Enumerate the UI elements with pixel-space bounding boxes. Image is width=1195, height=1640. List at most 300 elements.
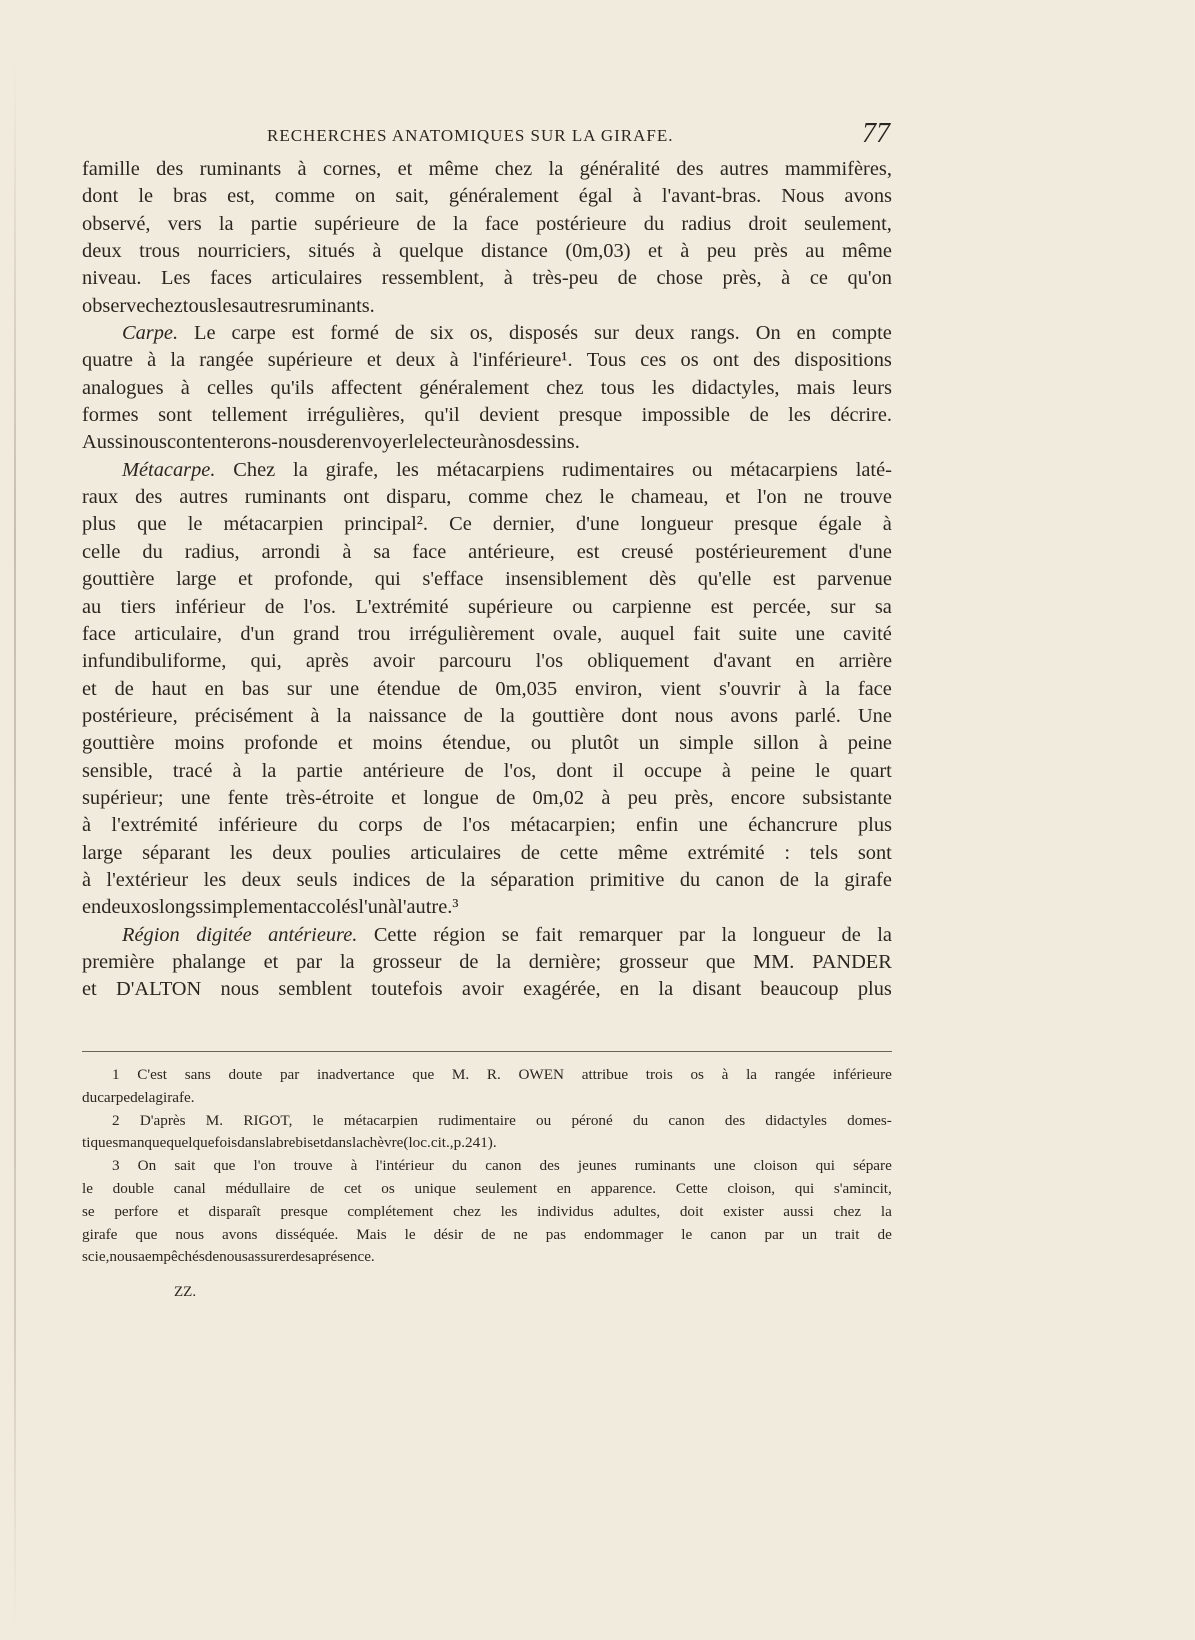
text-line: [82, 894, 892, 921]
word: de: [464, 759, 484, 782]
word: antérieure: [362, 759, 445, 782]
word: distance: [481, 240, 548, 263]
word: seuls: [296, 868, 338, 891]
word: l'avant-bras.: [661, 185, 762, 208]
word: tous: [600, 376, 635, 399]
word: que: [137, 513, 167, 536]
text-line: [82, 758, 892, 785]
word: chose: [656, 267, 703, 290]
word: et: [82, 978, 97, 1001]
word: haut: [151, 677, 187, 700]
word: deux: [395, 349, 436, 372]
footnote-line: [82, 1132, 892, 1155]
word: plus: [857, 978, 892, 1001]
word: phalange: [172, 950, 246, 973]
word: profonde,: [274, 568, 354, 591]
word: presque: [734, 513, 798, 536]
word: la: [218, 212, 234, 235]
word: tous: [182, 294, 217, 317]
word: simplement: [203, 896, 299, 919]
word: simple: [679, 732, 734, 755]
footnote-line: [82, 1064, 892, 1087]
word: chez: [145, 294, 183, 317]
word: que: [213, 1157, 236, 1175]
word: première: [82, 950, 155, 973]
word: pas: [545, 1225, 566, 1243]
word: perfore: [114, 1202, 159, 1220]
word: est: [291, 322, 315, 345]
word: en: [795, 650, 815, 673]
word: seulement: [475, 1179, 538, 1197]
word: vers: [167, 212, 202, 235]
word: enfin: [636, 814, 679, 837]
word: large: [82, 841, 123, 864]
word: niveau.: [82, 267, 142, 290]
word: sa: [373, 540, 391, 563]
word: fente: [227, 786, 269, 809]
word: canon: [668, 1111, 705, 1129]
word: Une: [857, 704, 892, 727]
text-line: [82, 703, 892, 730]
header-title: RECHERCHES ANATOMIQUES SUR LA GIRAFE.: [267, 126, 674, 145]
word: de: [481, 1225, 496, 1243]
word: sont: [158, 404, 193, 427]
word: médullaire: [225, 1179, 291, 1197]
word: raux: [82, 486, 119, 509]
word: disséquée.: [275, 1225, 339, 1243]
word: manque: [118, 1134, 167, 1152]
word: chameau,: [630, 486, 709, 509]
word: canon: [710, 1225, 747, 1243]
word: domes-: [847, 1111, 892, 1129]
text-line: [82, 211, 892, 238]
word: unique: [414, 1179, 456, 1197]
word: complétement: [347, 1202, 434, 1220]
word: se: [501, 923, 519, 946]
word: à: [721, 1066, 729, 1083]
word: supérieure: [267, 349, 353, 372]
word: chez: [545, 486, 583, 509]
word: la: [877, 923, 892, 946]
word: face: [82, 622, 116, 645]
word: inférieure: [832, 1066, 892, 1083]
word: postérieure: [535, 212, 627, 235]
word: infundibuliforme,: [82, 650, 227, 673]
word: percée,: [752, 595, 812, 618]
word: à: [180, 376, 190, 399]
word: et: [391, 786, 406, 809]
word: d'une: [848, 540, 892, 563]
text-line: [82, 402, 892, 429]
word: par: [679, 923, 706, 946]
word: de: [423, 814, 443, 837]
word: à: [680, 240, 690, 263]
text-line: [82, 265, 892, 292]
word: MM.: [753, 950, 795, 973]
word: vient: [660, 677, 702, 700]
word: à: [632, 185, 642, 208]
text-line: [82, 730, 892, 757]
word: de: [416, 212, 436, 235]
word: en: [82, 896, 102, 919]
text-line: [82, 429, 892, 456]
word: radius,: [184, 540, 240, 563]
word: les: [203, 868, 227, 891]
word: impossible: [641, 404, 730, 427]
word: métacarpien: [343, 1111, 418, 1129]
word: profonde: [244, 732, 318, 755]
word: scie,: [82, 1248, 110, 1266]
word: la: [721, 923, 737, 946]
word: ou: [572, 595, 593, 618]
word: ont: [343, 486, 370, 509]
word: quart: [849, 759, 892, 782]
word: contenterons-nous: [167, 431, 317, 454]
word: de: [463, 704, 483, 727]
word: disposés: [508, 322, 579, 345]
word: la: [880, 1202, 892, 1220]
word: sa: [305, 1248, 318, 1266]
word: primitive: [589, 868, 665, 891]
word: nous: [219, 1248, 248, 1266]
word: compte: [831, 322, 892, 345]
word: à: [372, 240, 382, 263]
word: deux: [82, 240, 122, 263]
word: 1: [112, 1066, 120, 1083]
footnote-line: [82, 1087, 892, 1110]
word: suite: [738, 622, 778, 645]
word: la: [499, 704, 515, 727]
word: même: [842, 240, 892, 263]
word: avons: [730, 704, 778, 727]
text-line: [82, 183, 892, 210]
word: et: [648, 240, 663, 263]
word: :: [784, 841, 790, 864]
word: chez: [546, 376, 584, 399]
word: et: [366, 349, 382, 372]
word: fait: [535, 923, 563, 946]
word: bras: [173, 185, 208, 208]
word: métacarpien;: [510, 814, 616, 837]
word: les: [500, 1202, 518, 1220]
word: faces: [210, 267, 252, 290]
word: PANDER: [812, 950, 892, 973]
word: individus: [537, 1202, 594, 1220]
word: adultes,: [613, 1202, 661, 1220]
word: à: [388, 896, 398, 919]
word: généralité: [579, 158, 660, 180]
word: p.: [453, 1134, 465, 1152]
word: seulement,: [804, 212, 892, 235]
word: peine: [750, 759, 796, 782]
word: ruminants: [199, 158, 282, 180]
word: rangée: [199, 349, 254, 372]
word: qu'on: [847, 267, 892, 290]
word: l'extrémité: [111, 814, 198, 837]
word: longue: [423, 786, 479, 809]
word: 2: [112, 1111, 120, 1129]
word: leurs: [852, 376, 892, 399]
word: supérieur;: [82, 786, 164, 809]
word: la: [496, 950, 511, 973]
word: le: [815, 759, 830, 782]
word: girafe: [844, 868, 892, 891]
word: rangée: [774, 1066, 816, 1083]
word: les: [651, 376, 675, 399]
word: dernière;: [528, 950, 602, 973]
word: sont: [857, 841, 892, 864]
word: le: [82, 1179, 93, 1197]
word: ne: [803, 486, 823, 509]
word: l'os: [535, 650, 564, 673]
word: par: [279, 1066, 300, 1083]
word: dispositions: [794, 349, 892, 372]
text-line: [82, 812, 892, 839]
text-line: [82, 621, 892, 648]
word: ovale,: [552, 622, 603, 645]
word: nous: [220, 978, 260, 1001]
word: doit: [679, 1202, 704, 1220]
word: généralement: [448, 185, 559, 208]
word: du: [317, 814, 339, 837]
word: dès: [649, 568, 677, 591]
word: trouve: [293, 1157, 333, 1175]
word: devient: [479, 404, 540, 427]
word: la: [814, 868, 829, 891]
word: nous: [674, 704, 714, 727]
word: inadvertance: [317, 1066, 395, 1083]
word: Chez: [233, 458, 276, 481]
word: bas: [241, 677, 270, 700]
word: des: [539, 1157, 560, 1175]
word: est: [710, 595, 734, 618]
word: très-étroite: [285, 786, 374, 809]
word: droit: [748, 212, 787, 235]
word: face: [484, 212, 519, 235]
word: de: [204, 1248, 220, 1266]
word: nous: [175, 1225, 205, 1243]
word: ruminants.: [288, 294, 375, 317]
word: qui: [374, 568, 401, 591]
word: disant: [692, 978, 742, 1001]
word: un: [638, 732, 660, 755]
word: Le: [194, 322, 216, 345]
word: attribue: [581, 1066, 629, 1083]
word: dont: [556, 759, 593, 782]
text-line: [82, 785, 892, 812]
word: M.: [451, 1066, 470, 1083]
word: quelquefois: [166, 1134, 238, 1152]
word: d'un: [240, 622, 275, 645]
word: la: [170, 349, 186, 372]
word: autres: [239, 294, 289, 317]
word: analogues: [82, 376, 164, 399]
word: girafe.: [155, 1088, 195, 1106]
word: chez: [453, 1202, 481, 1220]
word: rangs.: [690, 322, 740, 345]
word: renvoyer: [335, 431, 409, 454]
word: avoir: [461, 978, 504, 1001]
word: situés: [308, 240, 355, 263]
word: et: [238, 568, 253, 591]
word: gouttière: [82, 732, 155, 755]
word: du: [679, 868, 701, 891]
word: dernier,: [492, 513, 555, 536]
word: partie: [296, 759, 343, 782]
word: Nous: [781, 185, 825, 208]
word: carpe: [97, 1088, 131, 1106]
word: grosseur: [618, 950, 689, 973]
footnotes: [82, 1064, 892, 1269]
running-header: [82, 118, 892, 152]
word: tels: [809, 841, 839, 864]
signature-mark: ZZ.: [174, 1284, 197, 1300]
word: famille: [82, 158, 140, 180]
word: le: [408, 431, 423, 454]
text-line: [82, 457, 892, 484]
word: que: [705, 950, 736, 973]
word: une: [180, 786, 211, 809]
text-line: [82, 566, 892, 593]
word: on: [354, 185, 376, 208]
word: nous: [128, 431, 167, 454]
word: (loc.: [403, 1134, 431, 1152]
word: irrégulières,: [306, 404, 405, 427]
word: l'autre.³: [397, 896, 459, 919]
word: l'un: [358, 896, 389, 919]
footnote-line: [82, 1201, 892, 1224]
word: à: [818, 732, 828, 755]
word: mammifères,: [784, 158, 892, 180]
word: par: [296, 950, 323, 973]
word: ressemblent,: [381, 267, 485, 290]
text-line: [82, 484, 892, 511]
word: Région: [122, 923, 180, 946]
word: et: [82, 677, 97, 700]
word: deux: [634, 322, 675, 345]
word: de: [458, 677, 478, 700]
word: est: [772, 568, 796, 591]
word: face: [412, 540, 447, 563]
word: en: [556, 1179, 572, 1197]
footnote-line: [82, 1246, 892, 1269]
text-line: [82, 676, 892, 703]
word: précisément: [194, 704, 294, 727]
word: rudimentaire: [438, 1111, 516, 1129]
word: péroné: [571, 1111, 613, 1129]
word: à: [882, 513, 892, 536]
word: lecteur: [422, 431, 479, 454]
word: de: [617, 267, 637, 290]
word: et: [313, 1134, 325, 1152]
word: une: [713, 1157, 736, 1175]
word: subsistante: [802, 786, 892, 809]
word: antérieure.: [268, 923, 358, 946]
word: près: [753, 240, 788, 263]
word: qu'il: [424, 404, 460, 427]
word: large: [176, 568, 217, 591]
word: près,: [722, 267, 762, 290]
word: la: [825, 677, 840, 700]
word: apparence.: [590, 1179, 657, 1197]
word: D'ALTON: [116, 978, 202, 1001]
word: sur: [830, 595, 856, 618]
word: très-peu: [532, 267, 599, 290]
word: longueur: [640, 513, 713, 536]
word: de: [394, 322, 415, 345]
word: tracé: [172, 759, 213, 782]
word: la: [658, 978, 674, 1001]
word: sait: [174, 1157, 196, 1175]
word: à: [147, 349, 157, 372]
word: partie: [250, 212, 298, 235]
word: Carpe.: [122, 322, 179, 345]
word: exagérée,: [523, 978, 601, 1001]
word: les: [788, 404, 811, 427]
word: la: [460, 868, 476, 891]
word: en: [619, 978, 640, 1001]
word: séparant: [142, 841, 211, 864]
word: tiques: [82, 1134, 119, 1152]
word: est: [576, 540, 600, 563]
word: plus: [857, 814, 892, 837]
word: trou: [357, 622, 391, 645]
word: dessins.: [515, 431, 580, 454]
word: grosseur: [372, 950, 442, 973]
text-line: [82, 320, 892, 347]
word: observé,: [82, 212, 151, 235]
word: RIGOT,: [243, 1111, 293, 1129]
word: le: [312, 1111, 324, 1129]
word: trois: [645, 1066, 673, 1083]
word: trous: [139, 240, 180, 263]
word: l'intérieur: [375, 1157, 434, 1175]
word: assurer: [247, 1248, 291, 1266]
word: inférieure: [218, 814, 298, 837]
word: l'on: [253, 1157, 276, 1175]
word: de: [264, 595, 285, 618]
word: environ,: [575, 677, 643, 700]
word: girafe,: [325, 458, 379, 481]
word: exister: [723, 1202, 764, 1220]
word: décrire.: [830, 404, 892, 427]
word: avons: [844, 185, 892, 208]
word: le: [187, 513, 203, 536]
word: dont: [82, 185, 119, 208]
word: à: [503, 267, 513, 290]
word: os,: [469, 322, 494, 345]
word: inférieur: [175, 595, 246, 618]
word: au: [805, 240, 825, 263]
text-line: [82, 976, 892, 1003]
word: longs: [159, 896, 204, 919]
word: canon: [485, 1157, 522, 1175]
word: qu'ils: [270, 376, 314, 399]
word: de: [520, 841, 540, 864]
text-line: [82, 511, 892, 538]
word: brebis: [276, 1134, 314, 1152]
word: sur: [594, 322, 619, 345]
word: Ce: [449, 513, 472, 536]
word: empêchés: [144, 1248, 205, 1266]
word: sillon: [753, 732, 799, 755]
word: l'os: [462, 814, 491, 837]
word: presque: [558, 404, 623, 427]
word: irrégulièrement: [408, 622, 535, 645]
word: une: [698, 814, 728, 837]
word: celle: [82, 540, 121, 563]
word: doute: [228, 1066, 263, 1083]
